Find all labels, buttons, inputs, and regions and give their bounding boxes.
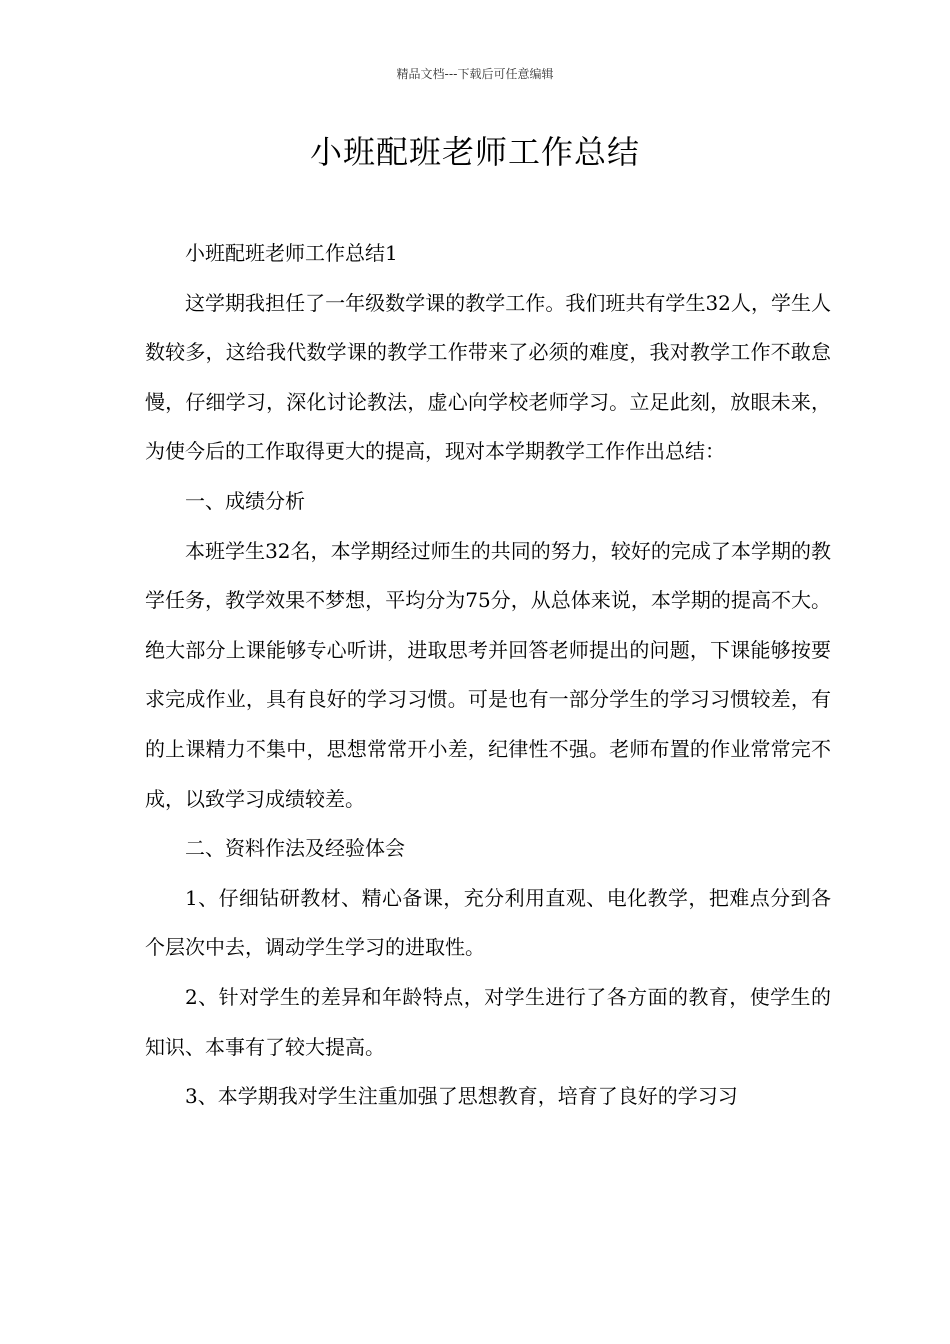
paragraph: 这学期我担任了一年级数学课的教学工作。我们班共有学生32人，学生人数较多，这给我代数学课的教学工作带来了必须的难度，我对教学工作不敢怠慢，仔细学习，深化讨论教法，虚心向学校老师学习。立足此刻，放眼未来，为使今后的工作取得更大的提高，现对本学期教学工作作出总结：: [145, 290, 831, 464]
list-item: 1、仔细钻研教材、精心备课，充分利用直观、电化教学，把难点分到各个层次中去，调动学生学习的进取性。: [145, 885, 831, 960]
paragraph: 本班学生32名，本学期经过师生的共同的努力，较好的完成了本学期的教学任务，教学效果不梦想，平均分为75分，从总体来说，本学期的提高不大。绝大部分上课能够专心听讲，进取思考并回答老师提出的问题，下课能够按要求完成作业，具有良好的学习习惯。可是也有一部分学生的学习习惯较差，有的上课精力不集中，思想常常开小差，纪律性不强。老师布置的作业常常完不成，以致学习成绩较差。: [145, 538, 831, 811]
section-heading: 小班配班老师工作总结1: [185, 241, 398, 265]
list-item: 2、针对学生的差异和年龄特点，对学生进行了各方面的教育，使学生的知识、本事有了较大提高。: [145, 984, 831, 1059]
document-title: 小班配班老师工作总结: [309, 133, 640, 171]
section-heading: 二、资料作法及经验体会: [185, 836, 405, 861]
section-heading: 一、成绩分析: [185, 488, 305, 513]
document-body: [145, 229, 831, 1122]
header-note: 精品文档---下载后可任意编辑: [396, 67, 554, 81]
list-item: 3、本学期我对学生注重加强了思想教育，培育了良好的学习习: [185, 1084, 738, 1109]
